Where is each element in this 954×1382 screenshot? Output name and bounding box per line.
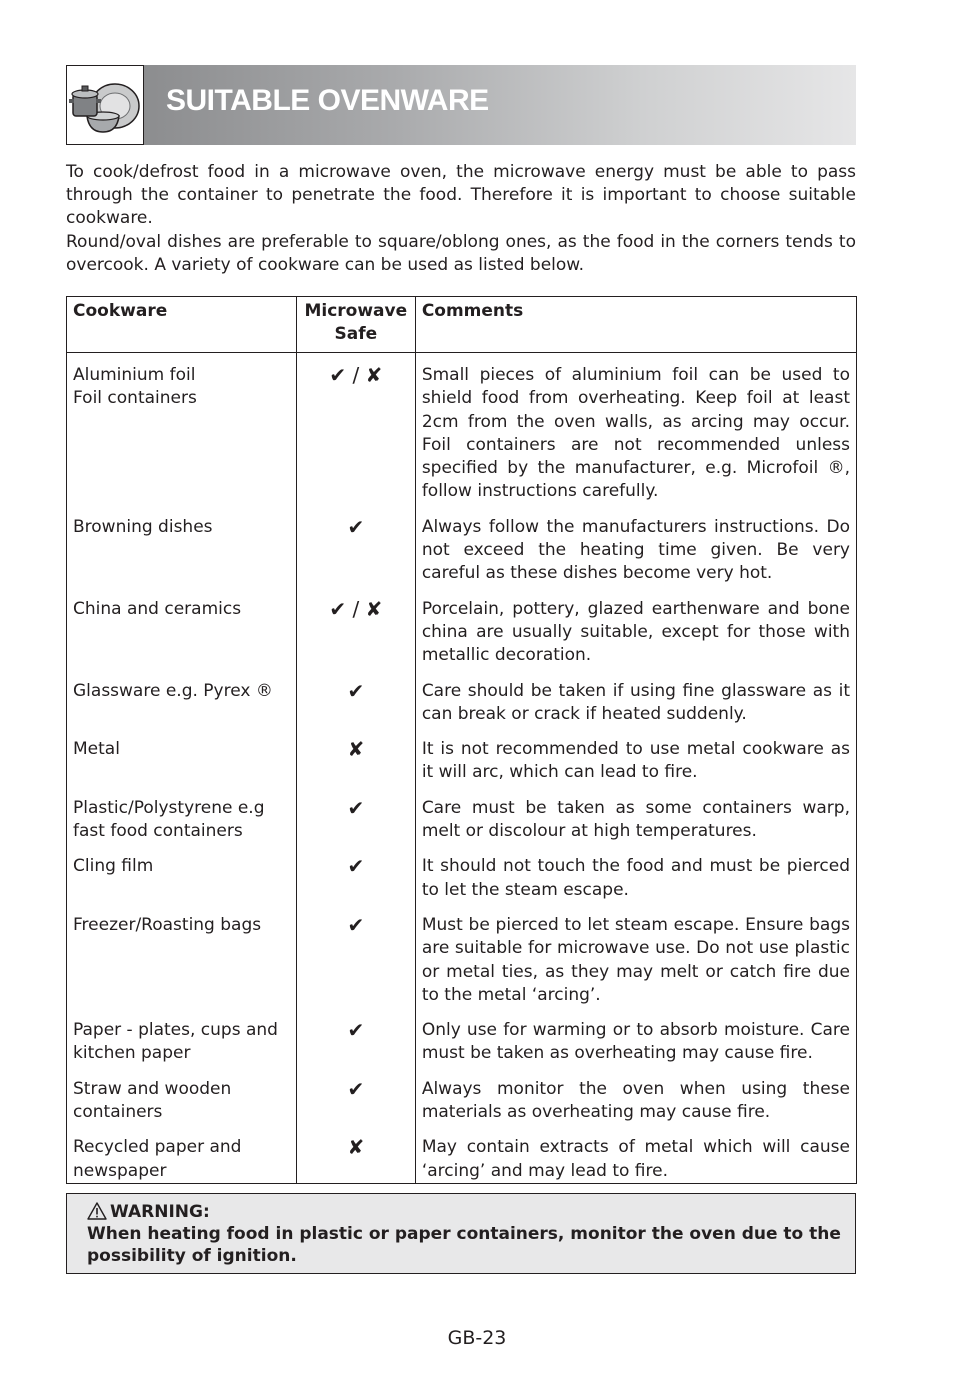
cookware-name: Freezer/Roasting bags (73, 914, 262, 935)
table-row (67, 914, 857, 1019)
page-title: SUITABLE OVENWARE (166, 84, 489, 117)
safe-indicator: ✔ (296, 680, 415, 739)
cookware-name: Browning dishes (73, 516, 213, 537)
cookware-cell (67, 598, 297, 680)
safe-indicator: ✔ (296, 797, 415, 856)
table-row (67, 1136, 857, 1183)
comment-cell: Care should be taken if using fine glassware as it can break or crack if heated suddenly. (415, 680, 856, 739)
cookware-name: Straw and wooden (73, 1078, 232, 1099)
table-row (67, 680, 857, 739)
cookware-cell (67, 1019, 297, 1078)
section-header (66, 65, 856, 145)
cookware-table (66, 296, 857, 1184)
intro-paragraph-1: To cook/defrost food in a microwave oven, the microwave energy must be able to pass through the container to penetrate the food. Therefore it is important to choose suitable cookware. (66, 162, 856, 229)
comment-cell: Care must be taken as some containers warp, melt or discolour at high temperatures. (415, 797, 856, 856)
warning-box (66, 1193, 856, 1274)
cookware-cell (67, 680, 297, 739)
comment-cell: Porcelain, pottery, glazed earthenware and bone china are usually suitable, except for those with metallic decoration. (415, 598, 856, 680)
comment-cell: May contain extracts of metal which will cause ‘arcing’ and may lead to fire. (415, 1136, 856, 1183)
cookware-icon (66, 65, 144, 145)
page-number: GB-23 (447, 1327, 507, 1349)
safe-indicator: ✔ (296, 516, 415, 598)
cookware-name-line2: fast food containers (73, 821, 243, 842)
safe-indicator: ✘ (296, 738, 415, 797)
safe-indicator: ✔ (296, 1019, 415, 1078)
table-row (67, 797, 857, 856)
safe-indicator: ✔ / ✘ (296, 598, 415, 680)
comment-cell: It should not touch the food and must be pierced to let the steam escape. (415, 855, 856, 914)
cookware-name: Cling film (73, 856, 154, 877)
intro-paragraph-2: Round/oval dishes are preferable to square/oblong ones, as the food in the corners tends to overcook. A variety of cookware can be used as listed below. (66, 231, 856, 275)
cookware-cell (67, 914, 297, 1019)
intro-text (66, 161, 856, 277)
table-row (67, 738, 857, 797)
table-row (67, 1078, 857, 1137)
cookware-cell (67, 797, 297, 856)
cookware-cell (67, 855, 297, 914)
column-header-microwave-safe (296, 297, 415, 353)
column-header-cookware: Cookware (67, 297, 297, 353)
cookware-name: Recycled paper and (73, 1137, 242, 1158)
cookware-name-line2: containers (73, 1102, 163, 1123)
comment-cell: Must be pierced to let steam escape. Ensure bags are suitable for microwave use. Do not use plastic or metal ties, as they may melt or catch fire due to the metal ‘arcing’. (415, 914, 856, 1019)
cookware-name-line2: Foil containers (73, 388, 197, 409)
table-row (67, 516, 857, 598)
column-header-comments: Comments (415, 297, 856, 353)
warning-triangle-icon (87, 1202, 107, 1227)
table-row (67, 353, 857, 516)
table-row (67, 598, 857, 680)
comment-cell: Always follow the manufacturers instructions. Do not exceed the heating time given. Be very careful as these dishes become very hot. (415, 516, 856, 598)
cookware-cell (67, 1078, 297, 1137)
warning-text: When heating food in plastic or paper containers, monitor the oven due to the possibility of ignition. (87, 1224, 841, 1266)
cookware-name: Metal (73, 739, 120, 760)
safe-indicator: ✔ (296, 1078, 415, 1137)
comment-cell: Only use for warming or to absorb moisture. Care must be taken as overheating may cause fire. (415, 1019, 856, 1078)
safe-indicator: ✔ / ✘ (296, 353, 415, 516)
safe-indicator: ✔ (296, 914, 415, 1019)
table-row (67, 855, 857, 914)
cookware-name: Aluminium foil (73, 365, 196, 385)
column-header-safe-line2: Safe (334, 324, 378, 345)
cookware-name: China and ceramics (73, 598, 242, 619)
cookware-cell (67, 353, 297, 516)
cookware-cell (67, 738, 297, 797)
cookware-name-line2: kitchen paper (73, 1043, 191, 1064)
safe-indicator: ✘ (296, 1136, 415, 1183)
cookware-cell (67, 516, 297, 598)
cookware-cell (67, 1136, 297, 1183)
comment-cell: Always monitor the oven when using these materials as overheating may cause fire. (415, 1078, 856, 1137)
column-header-safe-line1: Microwave (304, 301, 408, 321)
safe-indicator: ✔ (296, 855, 415, 914)
warning-heading (87, 1202, 210, 1227)
header-bar (144, 65, 856, 145)
warning-title: WARNING: (110, 1202, 210, 1222)
cookware-name-line2: newspaper (73, 1160, 167, 1181)
table-row (67, 1019, 857, 1078)
cookware-name: Paper - plates, cups and (73, 1020, 278, 1041)
comment-cell: Small pieces of aluminium foil can be used to shield food from overheating. Keep foil at least 2cm from the oven walls, as arcing may occur. Foil containers are not recommended unless specified by the manufacturer, e.g. Microfoil ®, follow instructions carefully. (415, 353, 856, 516)
cookware-name: Plastic/Polystyrene e.g (73, 797, 265, 818)
cookware-name: Glassware e.g. Pyrex ® (73, 680, 273, 701)
comment-cell: It is not recommended to use metal cookware as it will arc, which can lead to fire. (415, 738, 856, 797)
table-header-row (67, 297, 857, 353)
